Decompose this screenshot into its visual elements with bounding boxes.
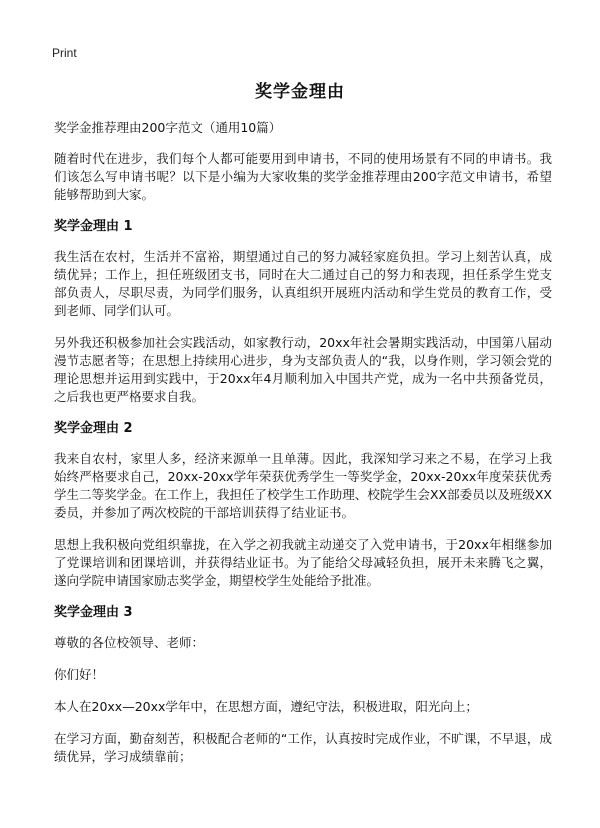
section-paragraph: 我生活在农村，生活并不富裕，期望通过自己的努力减轻家庭负担。学习上刻苦认真，成绩优异；工作上，担任班级团支书，同时在大二通过自己的努力和表现，担任系学生党支部负责人，尽职尽责，为同学们服务，认真组织开展班内活动和学生党员的教育工作，受到老师、同学们认可。 [54,249,552,318]
section-heading: 奖学金理由 1 [54,219,133,234]
salutation: 尊敬的各位校领导、老师： [54,635,205,650]
section-3 [54,604,552,766]
document-subtitle: 奖学金推荐理由200字范文（通用10篇） [54,120,282,135]
section-paragraph: 本人在20xx—20xx学年中，在思想方面，遵纪守法，积极进取，阳光向上； [54,699,478,714]
print-link[interactable]: Print [52,46,77,60]
section-paragraph: 思想上我积极向党组织靠拢，在入学之初我就主动递交了入党申请书，于20xx年相继参加了党课培训和团课培训，并获得结业证书。为了能给父母减轻负担，展开未来腾飞之翼，遂向学院申请国家励志奖学金，期望校学生处能给予批准。 [54,537,552,588]
section-paragraph: 在学习方面，勤奋刻苦，积极配合老师的“工作，认真按时完成作业，不旷课，不早退，成绩优异，学习成绩靠前； [54,731,552,764]
section-2 [54,420,552,590]
section-paragraph: 另外我还积极参加社会实践活动，如家教行动，20xx年社会暑期实践活动，中国第八届动漫节志愿者等；在思想上持续用心进步，身为支部负责人的“我，以身作则，学习领会党的理论思想并运用到实践中，于20xx年4月顺利加入中国共产党，成为一名中共预备党员，之后我也更严格要求自我。 [54,335,552,404]
section-heading: 奖学金理由 2 [54,421,133,436]
page-title: 奖学金理由 [255,82,345,102]
document-body [54,120,552,780]
section-heading: 奖学金理由 3 [54,605,133,620]
section-1 [54,218,552,406]
greeting: 你们好！ [54,667,105,682]
section-paragraph: 我来自农村，家里人多，经济来源单一且单薄。因此，我深知学习来之不易，在学习上我始终严格要求自己，20xx-20xx学年荣获优秀学生一等奖学金，20xx-20xx年度荣获优秀学生二等奖学金。在工作上，我担任了校学生工作助理、校院学生会XX部委员以及班级XX委员，并参加了两次校院的干部培训获得了结业证书。 [54,451,552,520]
intro-paragraph: 随着时代在进步，我们每个人都可能要用到申请书，不同的使用场景有不同的申请书。我们该怎么写申请书呢？以下是小编为大家收集的奖学金推荐理由200字范文申请书，希望能够帮助到大家。 [54,151,552,202]
